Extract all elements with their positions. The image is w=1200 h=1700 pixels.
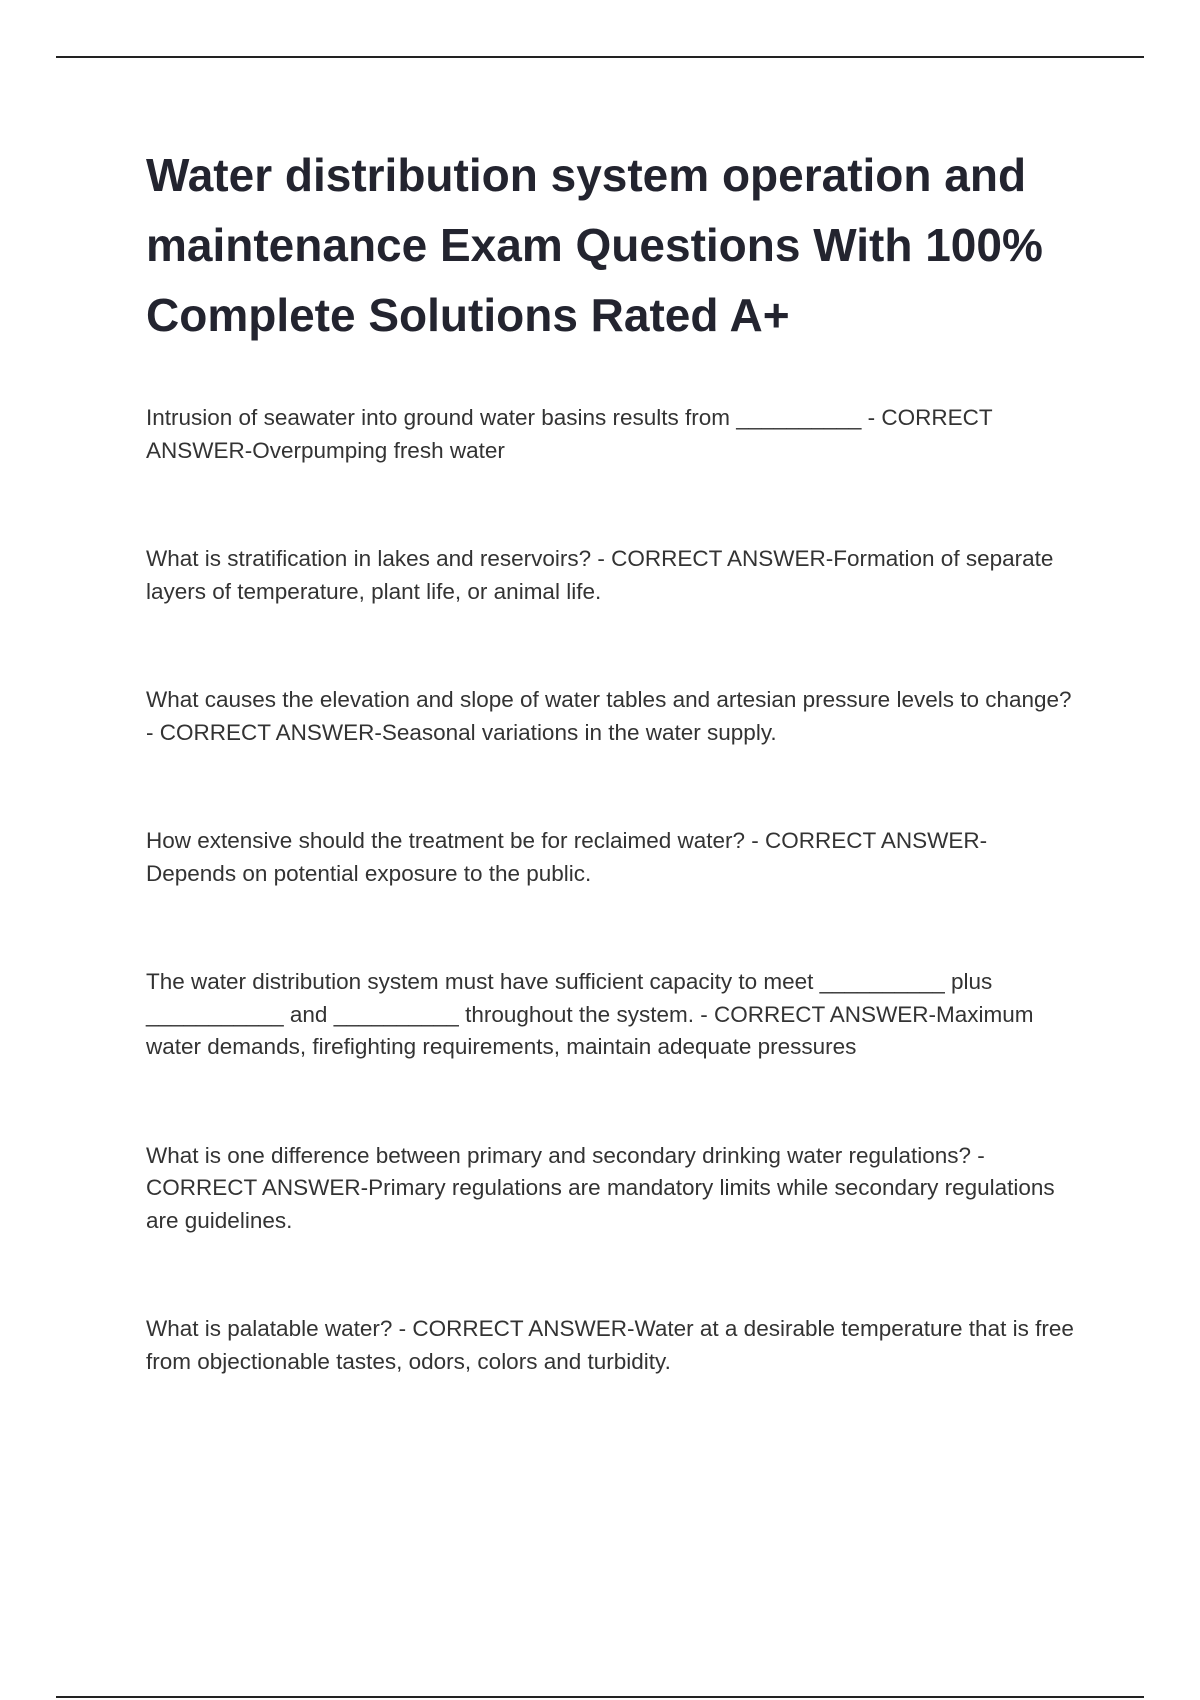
qa-item: Intrusion of seawater into ground water basins results from __________ - CORRECT ANSWER-Overpumping fresh water bbox=[146, 405, 993, 463]
bottom-divider bbox=[56, 1696, 1144, 1698]
qa-item: What is palatable water? - CORRECT ANSWER-Water at a desirable temperature that is free from objectionable tastes, odors, colors and turbidity. bbox=[146, 1316, 1074, 1374]
document-body bbox=[146, 140, 1076, 1454]
qa-item: How extensive should the treatment be for reclaimed water? - CORRECT ANSWER-Depends on potential exposure to the public. bbox=[146, 828, 988, 886]
qa-item: The water distribution system must have sufficient capacity to meet __________ plus ___________ and __________ throughout the system. - CORRECT ANSWER-Maximum water demands, firefighting requirements, maintain adequate pressures bbox=[146, 969, 1034, 1059]
top-divider bbox=[56, 56, 1144, 58]
qa-item: What is one difference between primary and secondary drinking water regulations? - CORRECT ANSWER-Primary regulations are mandatory limits while secondary regulations are guidelines. bbox=[146, 1142, 1055, 1233]
qa-item: What is stratification in lakes and reservoirs? - CORRECT ANSWER-Formation of separate layers of temperature, plant life, or animal life. bbox=[146, 546, 1054, 604]
qa-list bbox=[146, 402, 1076, 1378]
document-title: Water distribution system operation and maintenance Exam Questions With 100% Complete Solutions Rated A+ bbox=[146, 149, 1043, 341]
qa-item: What causes the elevation and slope of water tables and artesian pressure levels to change? - CORRECT ANSWER-Seasonal variations in the water supply. bbox=[146, 687, 1072, 745]
